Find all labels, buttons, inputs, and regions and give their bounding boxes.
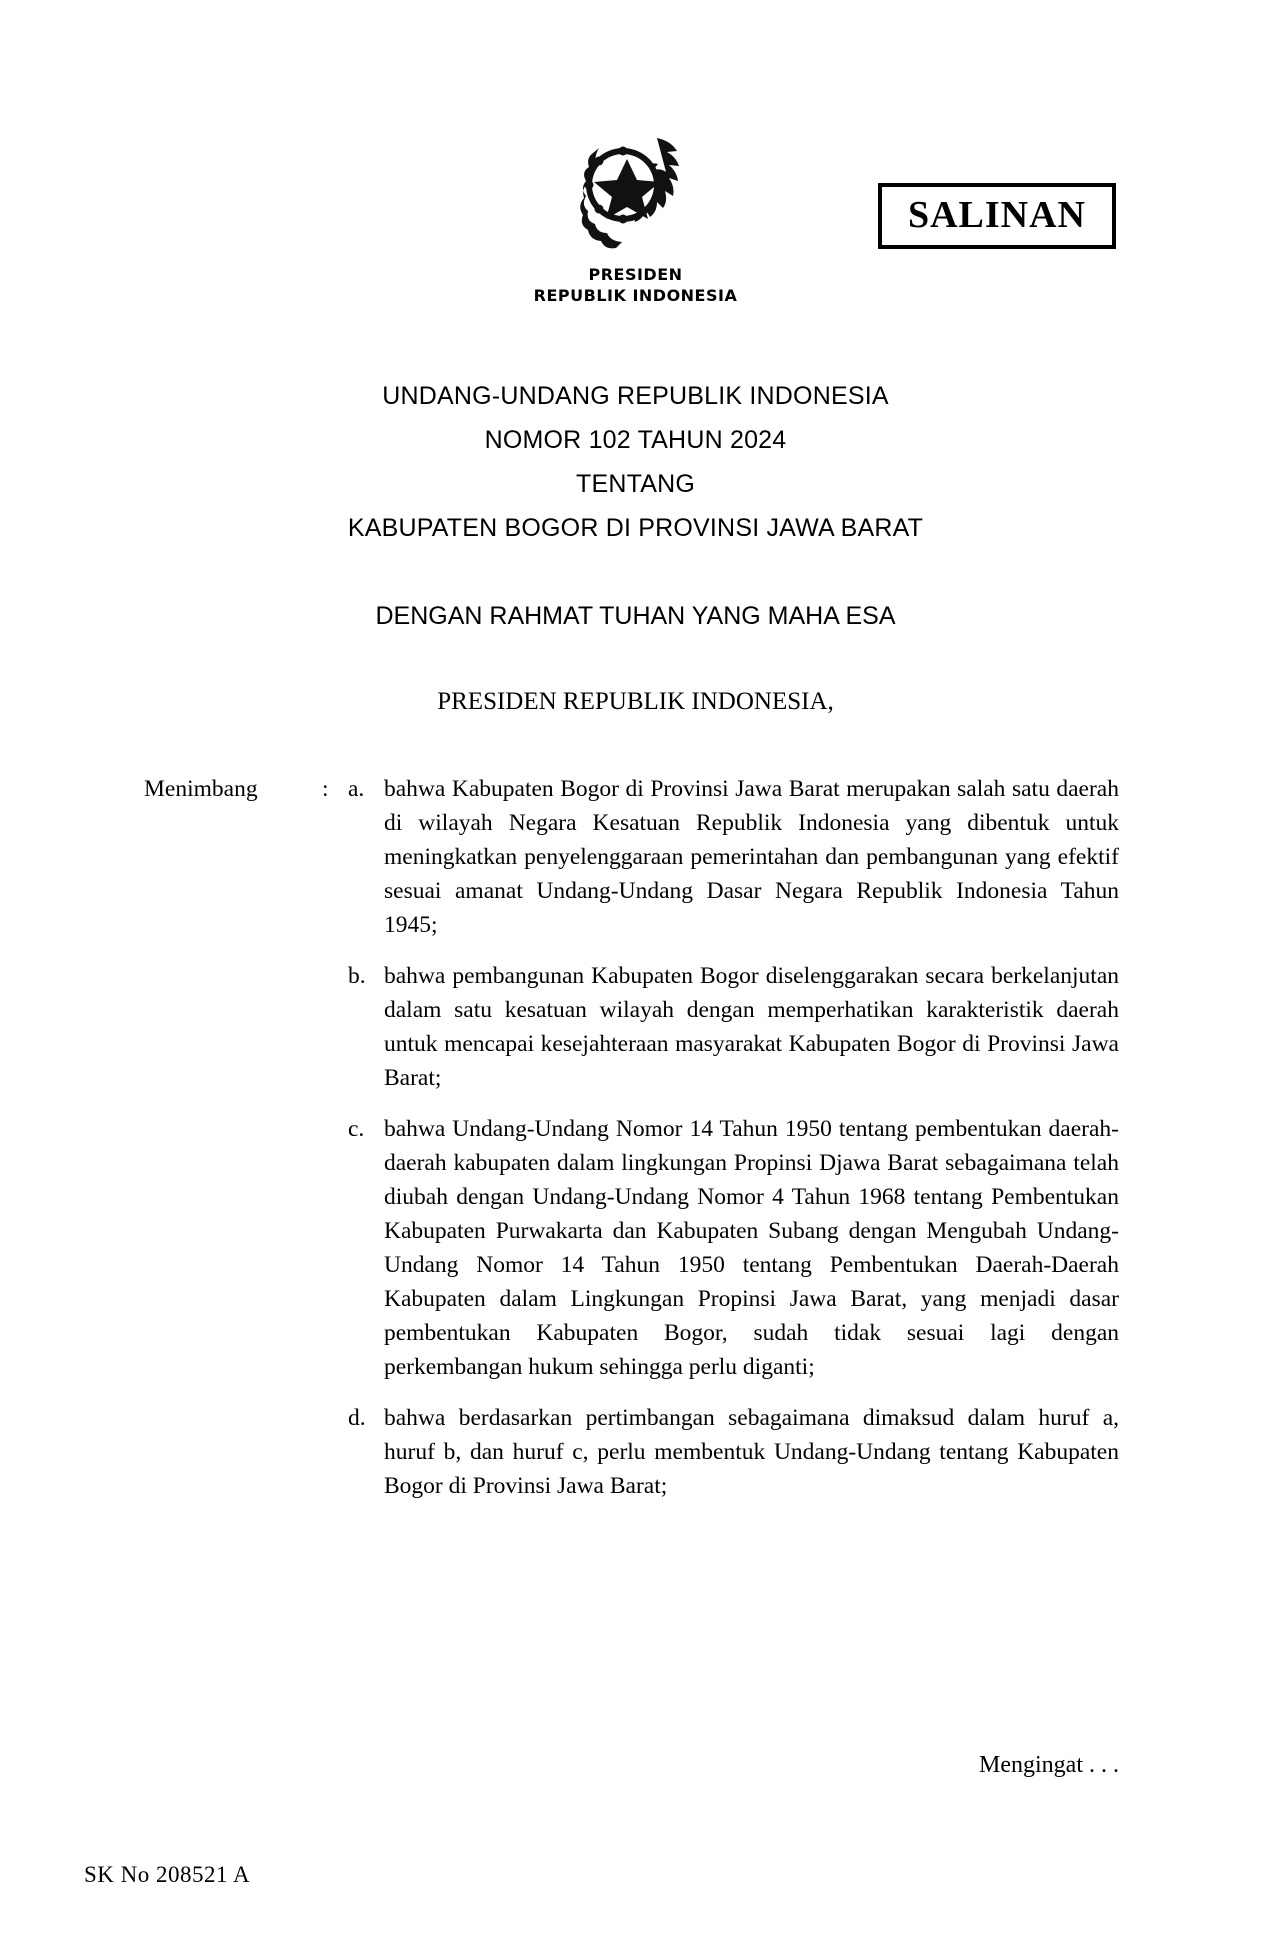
consideration-text: bahwa pembangunan Kabupaten Bogor diselenggarakan secara berkelanjutan dalam satu kesatuan wilayah dengan memperhatikan karakteristik daerah untuk mencapai kesejahteraan masyarakat Kabupaten Bogor di Provinsi Jawa Barat; bbox=[384, 963, 1119, 1091]
salinan-stamp-label: SALINAN bbox=[907, 194, 1086, 236]
invocation-text: DENGAN RAHMAT TUHAN YANG MAHA ESA bbox=[375, 602, 896, 630]
invocation-block bbox=[0, 594, 1271, 638]
republik-indonesia-label: REPUBLIK INDONESIA bbox=[533, 286, 738, 305]
garuda-pancasila-emblem-icon bbox=[561, 110, 711, 260]
consideration-item bbox=[144, 1112, 1119, 1384]
consideration-letter: b. bbox=[348, 963, 366, 989]
page-catchword: Mengingat . . . bbox=[979, 1752, 1119, 1778]
title-line-subject: KABUPATEN BOGOR DI PROVINSI JAWA BARAT bbox=[347, 514, 924, 542]
presiden-label: PRESIDEN bbox=[588, 265, 683, 284]
consideration-letter: c. bbox=[348, 1116, 365, 1142]
considerations-label: Menimbang bbox=[144, 776, 258, 802]
office-text: PRESIDEN REPUBLIK INDONESIA, bbox=[437, 688, 834, 715]
title-line-law-name: UNDANG-UNDANG REPUBLIK INDONESIA bbox=[382, 382, 889, 410]
title-line-about: TENTANG bbox=[576, 470, 695, 498]
consideration-item bbox=[144, 1401, 1119, 1503]
consideration-text: bahwa berdasarkan pertimbangan sebagaimana dimaksud dalam huruf a, huruf b, dan huruf c, perlu membentuk Undang-Undang tentang Kabupaten Bogor di Provinsi Jawa Barat; bbox=[384, 1405, 1119, 1499]
consideration-text: bahwa Kabupaten Bogor di Provinsi Jawa Barat merupakan salah satu daerah di wilayah Negara Kesatuan Republik Indonesia yang dibentuk untuk meningkatkan penyelenggaraan pemerintahan dan pembangunan yang efektif sesuai amanat Undang-Undang Dasar Negara Republik Indonesia Tahun 1945; bbox=[384, 776, 1119, 938]
salinan-stamp bbox=[878, 183, 1116, 249]
consideration-item bbox=[144, 959, 1119, 1095]
consideration-letter: d. bbox=[348, 1405, 366, 1431]
considerations-section bbox=[0, 772, 1271, 1503]
consideration-text: bahwa Undang-Undang Nomor 14 Tahun 1950 tentang pembentukan daerah-daerah kabupaten dalam lingkungan Propinsi Djawa Barat sebagaimana telah diubah dengan Undang-Undang Nomor 4 Tahun 1968 tentang Pembentukan Kabupaten Purwakarta dan Kabupaten Subang dengan Mengubah Undang-Undang Nomor 14 Tahun 1950 tentang Pembentukan Daerah-Daerah Kabupaten dalam Lingkungan Propinsi Jawa Barat, yang menjadi dasar pembentukan Kabupaten Bogor, sudah tidak sesuai lagi dengan perkembangan hukum sehingga perlu diganti; bbox=[384, 1116, 1119, 1380]
document-code: SK No 208521 A bbox=[84, 1862, 251, 1887]
document-title-block bbox=[0, 374, 1271, 550]
title-line-number: NOMOR 102 TAHUN 2024 bbox=[484, 426, 787, 454]
consideration-item bbox=[144, 772, 1119, 942]
document-header bbox=[0, 0, 1271, 305]
office-block bbox=[0, 680, 1271, 724]
considerations-colon: : bbox=[322, 776, 329, 802]
consideration-letter: a. bbox=[348, 776, 365, 802]
